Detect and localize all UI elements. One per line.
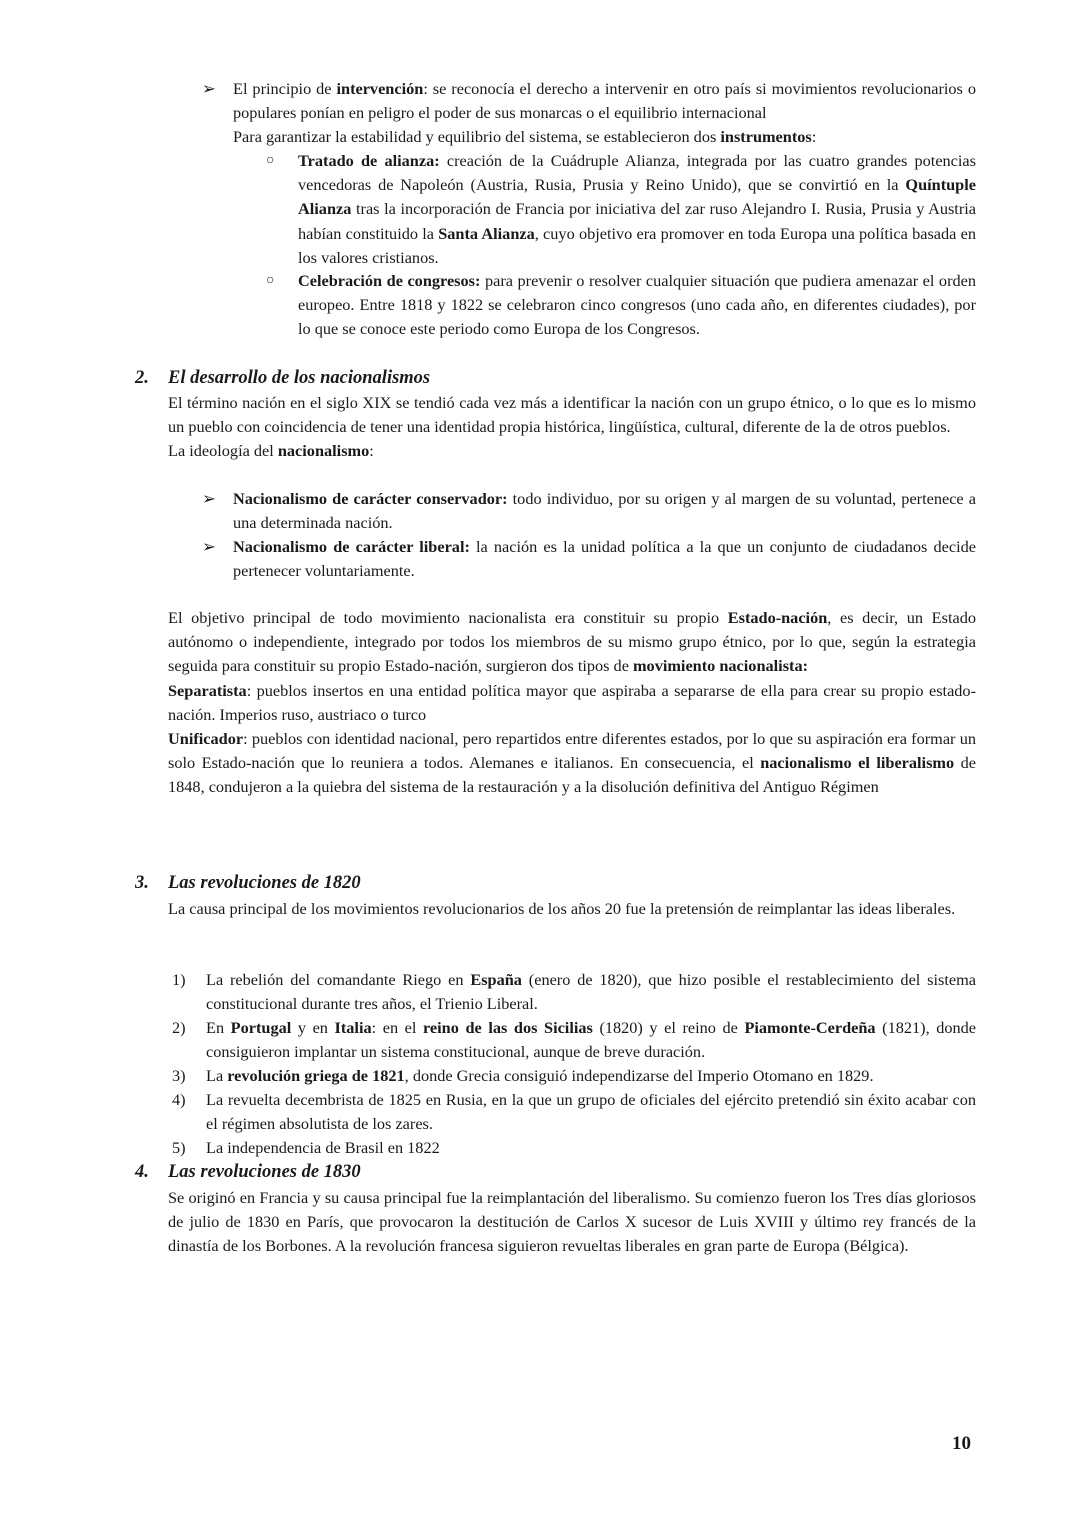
circle-bullet-icon: ○ xyxy=(266,153,275,168)
section2-objetivo: El objetivo principal de todo movimiento nacionalista era constituir su propio Estado-nación, es decir, un Estado autónomo o independiente, integrado por todos los miembros de su mismo grupo étnico, por lo que, según la estrategia seguida para constituir su propio Estado-nación, surgieron dos tipos de movimiento nacionalista: Separatista: pueblos insertos en una entidad política mayor que aspiraba a separarse de ella para crear su propio estado-nación. Imperios ruso, austriaco o turco Unificador: pueblos con identidad nacional, pero repartidos entre diferentes estados, por lo que su aspiración era formar un solo Estado-nación que lo reuniera a todos. Alemanes e italianos. En consecuencia, el nacionalismo el liberalismo de 1848, condujeron a la quiebra del sistema de la restauración y a la disolución definitiva del Antiguo Régimen xyxy=(168,608,976,797)
circle-bullet-icon: ○ xyxy=(266,273,275,288)
bullet-liberal xyxy=(202,535,976,583)
liberal-text: Nacionalismo de carácter liberal: la nación es la unidad política a la que un conjunto de ciudadanos decide pertenecer voluntariamente. xyxy=(233,537,976,581)
intervencion-text: El principio de intervención: se reconocía el derecho a intervenir en otro país si movimientos revolucionarios o populares ponían en peligro el poder de sus monarcas o el equilibrio internacional Para garantizar la estabilidad y equilibrio del sistema, se establecieron dos instrumentos: xyxy=(233,79,976,147)
arrow-bullet-icon: ➢ xyxy=(202,537,216,556)
list-item-5: 5) La independencia de Brasil en 1822 xyxy=(172,1138,440,1157)
section4-body: Se originó en Francia y su causa principal fue la reimplantación del liberalismo. Su comienzo fueron los Tres días gloriosos de julio de 1830 en París, que provocaron la destitución de Carlos X sucesor de Luis XVIII y último rey francés de la dinastía de los Borbones. A la revolución francesa siguieron revueltas liberales en gran parte de Europa (Bélgica). xyxy=(168,1188,976,1256)
congresos-text: Celebración de congresos: para prevenir o resolver cualquier situación que pudiera amenazar el orden europeo. Entre 1818 y 1822 se celebraron cinco congresos (uno cada año, en diferentes ciudades), por lo que se conoce este periodo como Europa de los Congresos. xyxy=(298,271,977,339)
section-heading-4: 4. Las revoluciones de 1830 xyxy=(135,1162,361,1182)
section3-intro: La causa principal de los movimientos revolucionarios de los años 20 fue la pretensión de reimplantar las ideas liberales. xyxy=(168,899,956,918)
section2-intro: El término nación en el siglo XIX se tendió cada vez más a identificar la nación con un grupo étnico, o lo que es lo mismo un pueblo con coincidencia de tener una identidad propia histórica, lingüística, cultural, diferente de la de otros pueblos. La ideología del nacionalismo: xyxy=(168,393,976,461)
list-item-4: 4) La revuelta decembrista de 1825 en Rusia, en la que un grupo de oficiales del ejército pretendió sin éxito acabar con el régimen absolutista de los zares. xyxy=(172,1090,976,1134)
page-number: 10 xyxy=(952,1433,971,1454)
section-heading-2: 2. El desarrollo de los nacionalismos xyxy=(135,368,431,388)
list-item-1: 1) La rebelión del comandante Riego en España (enero de 1820), que hizo posible el restablecimiento del sistema constitucional durante tres años, el Trienio Liberal. xyxy=(172,970,976,1014)
arrow-bullet-icon: ➢ xyxy=(202,79,216,98)
bullet-intervencion xyxy=(202,77,976,150)
arrow-bullet-icon: ➢ xyxy=(202,489,216,508)
bullet-conservador xyxy=(202,487,976,535)
conservador-text: Nacionalismo de carácter conservador: todo individuo, por su origen y al margen de su voluntad, pertenece a una determinada nación. xyxy=(233,489,976,533)
sub-item-congresos xyxy=(266,269,976,342)
section-heading-3: 3. Las revoluciones de 1820 xyxy=(135,873,361,893)
tratado-text: Tratado de alianza: creación de la Cuádruple Alianza, integrada por las cuatro grandes potencias vencedoras de Napoleón (Austria, Rusia, Prusia y Reino Unido), que se convirtió en la Quíntuple Alianza tras la incorporación de Francia por iniciativa del zar ruso Alejandro I. Rusia, Prusia y Austria habían constituido la Santa Alianza, cuyo objetivo era promover en toda Europa una política basada en los valores cristianos. xyxy=(298,151,977,267)
list-item-3: 3) La revolución griega de 1821, donde Grecia consiguió independizarse del Imperio Otomano en 1829. xyxy=(172,1066,874,1085)
list-item-2: 2) En Portugal y en Italia: en el reino de las dos Sicilias (1820) y el reino de Piamonte-Cerdeña (1821), donde consiguieron implantar un sistema constitucional, aunque de breve duración. xyxy=(172,1018,977,1062)
sub-item-tratado xyxy=(266,149,976,270)
